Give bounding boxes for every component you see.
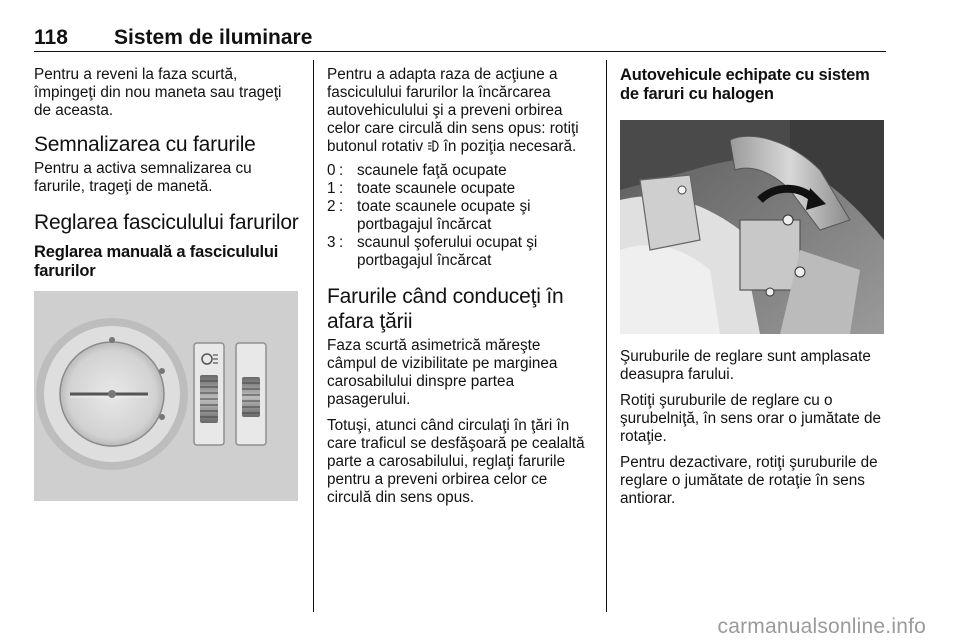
flash-paragraph: Pentru a activa semnalizarea cu farurile, trageţi de manetă. [34, 160, 252, 195]
deactivate-paragraph: Pentru dezactivare, rotiţi şuruburile de reglare o jumătate de rotaţie în sens antiorar. [620, 454, 878, 507]
heading-range: Reglarea fasciculului farurilor [34, 211, 299, 234]
adjust-text-tail: în poziţia necesară. [443, 138, 577, 155]
column-divider-2 [606, 60, 607, 612]
page-title: Sistem de iluminare [114, 26, 313, 49]
column-divider-1 [313, 60, 314, 612]
adjust-paragraph [327, 66, 593, 156]
light-switch-image [34, 291, 298, 501]
load-positions-list [327, 162, 593, 270]
heading-flash: Semnalizarea cu farurile [34, 133, 256, 156]
page-number: 118 [34, 26, 68, 49]
list-item: 2 : toate scaunele ocupate şi portbagajul încărcat [327, 198, 531, 233]
headlamp-adjust-image [620, 120, 884, 334]
column-1 [34, 66, 300, 501]
list-item: 1 : toate scaunele ocupate [327, 180, 516, 197]
column-3 [620, 66, 886, 516]
abroad-paragraph-2: Totuşi, atunci când circulaţi în ţări în care traficul se desfăşoară pe cealaltă parte a carosabilului, reglaţi farurile pentru a preveni orbirea celor ce circulă din sens opus. [327, 417, 585, 506]
heading-halogen: Autovehicule echipate cu sistem de faruri cu halogen [620, 66, 870, 103]
screws-paragraph: Şuruburile de reglare sunt amplasate deasupra farului. [620, 348, 871, 383]
list-item: 3 : scaunul şoferului ocupat şi portbagajul încărcat [327, 234, 538, 269]
headlight-range-icon [427, 140, 439, 152]
abroad-paragraph-1: Faza scurtă asimetrică măreşte câmpul de vizibilitate pe marginea carosabilului dinspre partea pasagerului. [327, 337, 558, 408]
page-header [34, 26, 886, 52]
list-item: 0 : scaunele faţă ocupate [327, 162, 507, 179]
heading-abroad: Farurile când conduceţi în afara ţării [327, 285, 564, 333]
column-2 [327, 66, 593, 515]
heading-manual: Reglarea manuală a fasciculului farurilor [34, 243, 279, 280]
header-rule [34, 51, 886, 52]
adjust-text: Pentru a adapta raza de acţiune a fasciculului farurilor la încărcarea autovehiculului şi a preveni orbirea celor care circulă din sens opus: rotiţi butonul rotativ [327, 66, 579, 155]
watermark: carmanualsonline.info [717, 615, 926, 638]
rotate-paragraph: Rotiţi şuruburile de reglare cu o şurubelniţă, în sens orar o jumătate de rotaţie. [620, 392, 882, 445]
intro-paragraph: Pentru a reveni la faza scurtă, împingeţi din nou maneta sau trageţi de aceasta. [34, 66, 282, 119]
